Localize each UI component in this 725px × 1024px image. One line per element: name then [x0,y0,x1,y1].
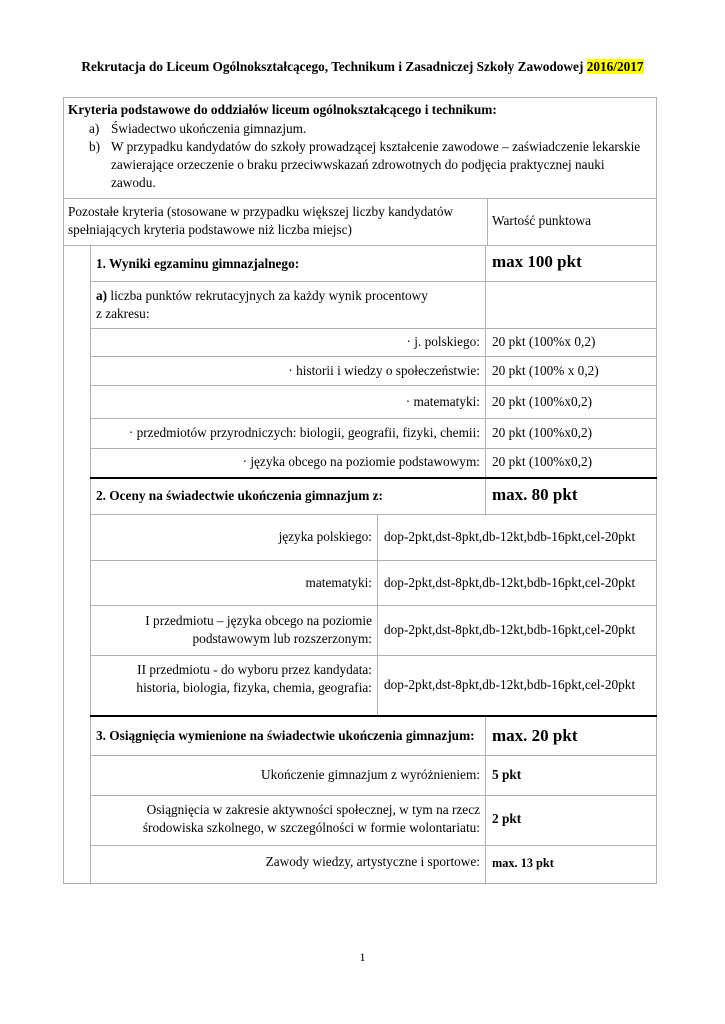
page-number: 1 [359,950,366,964]
table-row-value: 5 pkt [492,767,522,782]
other-criteria-text: Pozostałe kryteria (stosowane w przypadku większej liczby kandydatów [68,204,454,219]
table-row-label: · języka obcego na poziomie podstawowym: [242,454,480,469]
table-row-label: Ukończenie gimnazjum z wyróżnieniem: [261,767,480,782]
section-1-max: max 100 pkt [492,252,582,271]
table-row-value: 20 pkt (100%x0,2) [492,394,593,409]
section-3-title: 3. Osiągnięcia wymienione na świadectwie ukończenia gimnazjum: [96,728,475,743]
criteria-marker: b) [89,139,101,154]
table-row-value: dop-2pkt,dst-8pkt,db-12kt,bdb-16pkt,cel-20pkt [384,622,636,637]
table-row-value: dop-2pkt,dst-8pkt,db-12kt,bdb-16pkt,cel-20pkt [384,529,636,544]
table-row-value: 20 pkt (100%x0,2) [492,454,593,469]
table-row-label: · matematyki: [405,394,480,409]
sub-marker: a) [96,288,108,303]
table-row-label: · przedmiotów przyrodniczych: biologii, geografii, fizyki, chemii: [128,425,480,440]
table-row-label: środowiska szkolnego, w szczególności w formie wolontariatu: [142,820,480,835]
sub-text: liczba punktów rekrutacyjnych za każdy wynik procentowy [107,288,428,303]
table-row-label: · j. polskiego: [406,334,480,349]
value-column-header: Wartość punktowa [492,213,591,228]
section-1-subheading [96,287,428,305]
section-2-max: max. 80 pkt [492,485,578,504]
table-row-label: matematyki: [305,575,372,590]
criteria-text: zawodu. [111,175,156,190]
table-row-label: II przedmiotu - do wyboru przez kandydata: [137,662,372,677]
table-row-label: języka polskiego: [278,529,372,544]
page-title [0,59,725,75]
table-row-value: 20 pkt (100% x 0,2) [492,363,599,378]
table-row-value: 2 pkt [492,811,522,826]
table-row-label: historia, biologia, fizyka, chemia, geografia: [136,680,372,695]
table-row-value: 20 pkt (100%x0,2) [492,425,593,440]
criteria-text: zawierające orzeczenie o braku przeciwwskazań zdrowotnych do podjęcia praktycznej nauki [111,157,605,172]
table-row-label: podstawowym lub rozszerzonym: [192,631,372,646]
criteria-text: W przypadku kandydatów do szkoły prowadzącej kształcenie zawodowe – zaświadczenie lekarskie [111,139,641,154]
basic-criteria-heading: Kryteria podstawowe do oddziałów liceum ogólnokształcącego i technikum: [68,102,497,117]
section-1-subheading-cont: z zakresu: [96,306,150,321]
table-row-value: 20 pkt (100%x 0,2) [492,334,596,349]
table-row-value: dop-2pkt,dst-8pkt,db-12kt,bdb-16pkt,cel-20pkt [384,677,636,692]
table-row-label: Zawody wiedzy, artystyczne i sportowe: [265,854,480,869]
table-row-value: max. 13 pkt [492,856,554,870]
section-1-title: 1. Wyniki egzaminu gimnazjalnego: [96,256,300,271]
title-year: 2016/2017 [586,59,644,74]
criteria-text: Świadectwo ukończenia gimnazjum. [111,121,307,136]
section-2-title: 2. Oceny na świadectwie ukończenia gimnazjum z: [96,488,383,503]
section-3-max: max. 20 pkt [492,726,578,745]
table-row-label: · historii i wiedzy o społeczeństwie: [288,363,480,378]
title-text: Rekrutacja do Liceum Ogólnokształcącego, Technikum i Zasadniczej Szkoły Zawodowej [81,59,587,74]
table-row-label: Osiągnięcia w zakresie aktywności społecznej, w tym na rzecz [146,802,480,817]
table-row-label: I przedmiotu – języka obcego na poziomie [145,613,372,628]
table-row-value: dop-2pkt,dst-8pkt,db-12kt,bdb-16pkt,cel-20pkt [384,575,636,590]
other-criteria-text: spełniających kryteria podstawowe niż liczba miejsc) [68,222,352,237]
criteria-marker: a) [89,121,100,136]
